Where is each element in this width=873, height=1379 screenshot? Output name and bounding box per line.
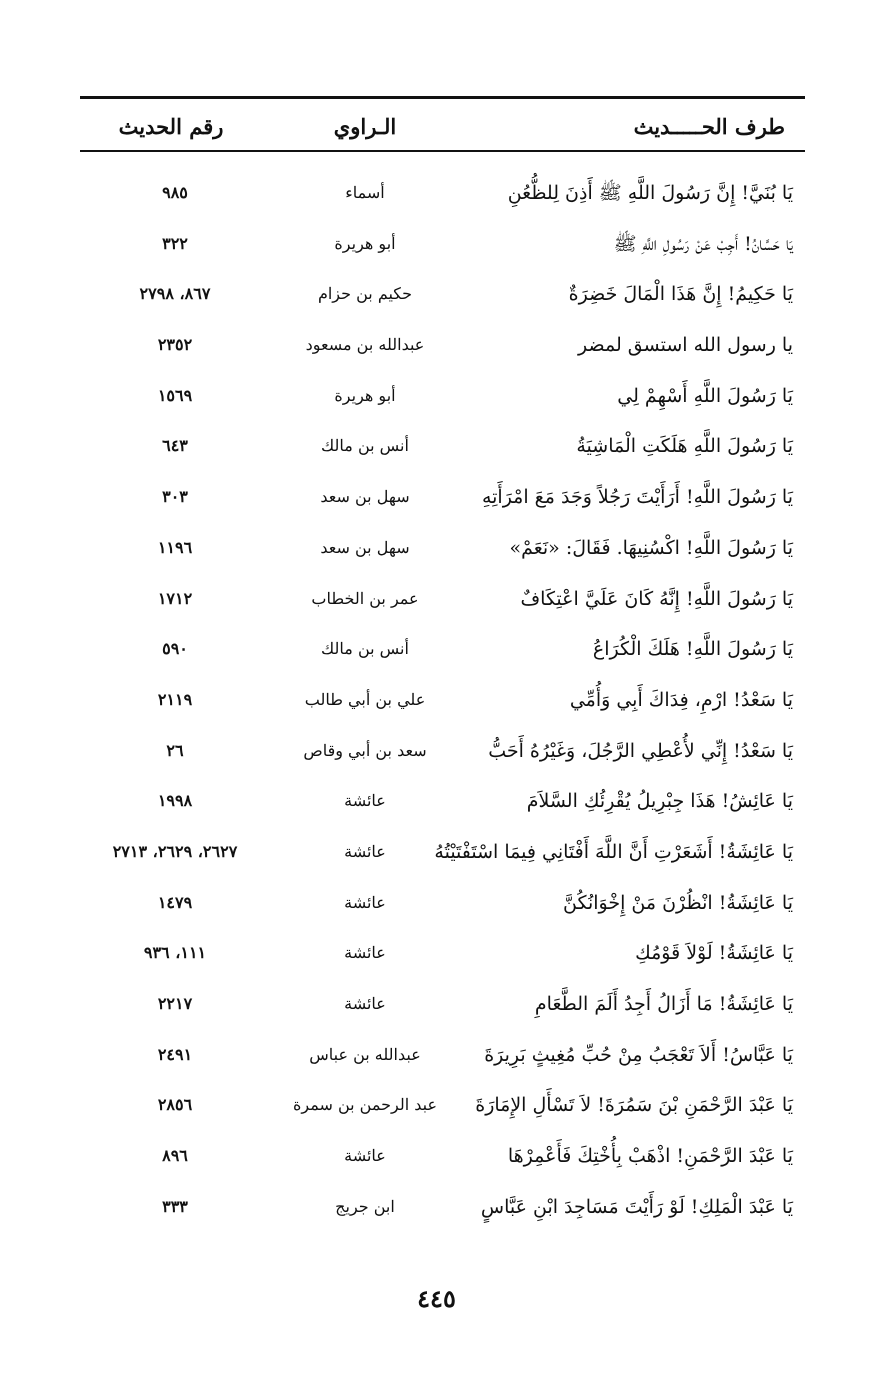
narrator-name: أنس بن مالك [321, 639, 409, 659]
hadith-number: ٨٩٦ [162, 1146, 188, 1166]
hadith-text: يَا رَسُولَ اللَّهِ! إِنَّهُ كَانَ عَلَيَّ اعْتِكَافٌ [520, 587, 793, 610]
hadith-number: ٣٠٣ [162, 487, 188, 507]
hadith-text: يَا عَائِشَةُ! لَوْلاَ قَوْمُكِ [635, 942, 793, 965]
table-row [0, 675, 873, 726]
table-row [0, 269, 873, 320]
table-row [0, 1080, 873, 1131]
hadith-text: يَا عَبْدَ الْمَلِكِ! لَوْ رَأَيْتَ مَسَاجِدَ ابْنِ عَبَّاسٍ [480, 1195, 793, 1218]
hadith-number: ١٩٩٨ [157, 791, 193, 811]
hadith-number: ٢٦٢٧، ٢٦٢٩، ٢٧١٣ [112, 841, 238, 861]
hadith-number: ٣٣٣ [162, 1196, 188, 1216]
hadith-text: يَا سَعْدُ! ارْمِ، فِدَاكَ أَبِي وَأُمِّي [569, 688, 793, 711]
table-row [0, 928, 873, 979]
narrator-name: عائشة [344, 1146, 386, 1166]
hadith-text: يَا رَسُولَ اللَّهِ! أَرَأَيْتَ رَجُلاً وَجَدَ مَعَ امْرَأَتِهِ [481, 486, 793, 509]
table-row [0, 1131, 873, 1182]
hadith-number: ٦٤٣ [162, 436, 188, 456]
narrator-name: سهل بن سعد [320, 537, 410, 557]
narrator-name: عائشة [344, 841, 386, 861]
narrator-name: عبدالله بن مسعود [305, 335, 425, 355]
table-row [0, 168, 873, 219]
table-row [0, 472, 873, 523]
table-row [0, 574, 873, 625]
table-row [0, 827, 873, 878]
narrator-name: عبد الرحمن بن سمرة [293, 1095, 437, 1115]
hadith-text: يَا رَسُولَ اللَّهِ! اكْسُنِيهَا. فَقَالَ: «نَعَمْ» [509, 536, 793, 559]
hadith-text: يَا عَبْدَ الرَّحْمَنِ بْنَ سَمُرَةَ! لاَ تَسْأَلِ الإِمَارَةَ [475, 1094, 793, 1117]
hadith-text: يَا حَكِيمُ! إِنَّ هَذَا الْمَالَ خَضِرَةٌ [568, 283, 793, 306]
narrator-name: عائشة [344, 892, 386, 912]
column-header-narrator: الـراوي [333, 114, 397, 139]
hadith-text: يَا رَسُولَ اللَّهِ! هَلَكَ الْكُرَاعُ [592, 638, 793, 661]
hadith-index-table [0, 168, 873, 1232]
hadith-text: يا رسول الله استسق لمضر [578, 334, 793, 357]
hadith-number: ٩٨٥ [162, 183, 188, 202]
column-header-hadith: طرف الحـــــديث [633, 114, 785, 139]
hadith-number: ٢٣٥٢ [157, 335, 193, 355]
hadith-number: ٢٤٩١ [157, 1044, 193, 1064]
hadith-number: ٢٢١٧ [157, 994, 193, 1013]
page-number: ٤٤٥ [417, 1284, 456, 1313]
hadith-text: يَا بُنَيَّ! إِنَّ رَسُولَ اللَّهِ ﷺ أَذِنَ لِلظُّعُنِ [507, 182, 793, 204]
table-row [0, 624, 873, 675]
header-top-rule [80, 96, 805, 99]
hadith-number: ٥٩٠ [162, 639, 188, 659]
header-bottom-rule [80, 150, 805, 152]
hadith-number: ١٧١٢ [157, 588, 193, 608]
hadith-number: ١١١، ٩٣٦ [143, 943, 207, 963]
hadith-number: ١١٩٦ [157, 537, 193, 557]
hadith-text: يَا حَسَّانُ! أَجِبْ عَنْ رَسُولِ اللَّهِ ﷺ [613, 232, 793, 255]
table-row [0, 878, 873, 929]
narrator-name: سهل بن سعد [320, 487, 410, 507]
narrator-name: حكيم بن حزام [317, 284, 413, 304]
table-row [0, 219, 873, 270]
hadith-number: ١٥٦٩ [157, 385, 193, 405]
hadith-text: يَا سَعْدُ! إِنِّي لأُعْطِي الرَّجُلَ، وَغَيْرُهُ أَحَبُّ [488, 739, 793, 762]
hadith-number: ٢١١٩ [157, 689, 193, 709]
hadith-text: يَا عَائِشَةُ! انْظُرْنَ مَنْ إِخْوَانُكُنَّ [562, 891, 793, 914]
hadith-number: ٣٢٢ [162, 233, 188, 253]
table-row [0, 320, 873, 371]
narrator-name: عبدالله بن عباس [309, 1044, 421, 1064]
hadith-text: يَا رَسُولَ اللَّهِ أَسْهِمْ لِي [617, 384, 793, 407]
narrator-name: عائشة [344, 943, 386, 963]
narrator-name: أنس بن مالك [321, 436, 409, 456]
hadith-number: ٢٦ [166, 740, 184, 760]
narrator-name: ابن جريج [335, 1196, 395, 1216]
hadith-text: يَا عَائِشَةُ! مَا أَزَالُ أَجِدُ أَلَمَ الطَّعَامِ [534, 993, 793, 1015]
hadith-text: يَا عَبْدَ الرَّحْمَنِ! اذْهَبْ بِأُخْتِكَ فَأَعْمِرْهَا [507, 1145, 793, 1168]
table-row [0, 726, 873, 777]
table-row [0, 979, 873, 1030]
table-row [0, 523, 873, 574]
narrator-name: عائشة [344, 791, 386, 811]
narrator-name: علي بن أبي طالب [304, 689, 426, 709]
narrator-name: سعد بن أبي وقاص [303, 740, 427, 760]
table-row [0, 776, 873, 827]
narrator-name: عائشة [344, 994, 386, 1013]
hadith-number: ٢٨٥٦ [157, 1095, 193, 1115]
table-row [0, 1030, 873, 1081]
hadith-number: ١٤٧٩ [157, 892, 193, 912]
table-row [0, 421, 873, 472]
table-row [0, 371, 873, 422]
narrator-name: أسماء [345, 183, 385, 202]
hadith-text: يَا عَبَّاسُ! أَلاَ تَعْجَبُ مِنْ حُبِّ مُغِيثٍ بَرِيرَةَ [484, 1043, 793, 1066]
narrator-name: أبو هريرة [334, 233, 396, 253]
narrator-name: عمر بن الخطاب [311, 588, 419, 608]
hadith-text: يَا عَائِشَةُ! أَشَعَرْتِ أَنَّ اللَّهَ أَفْتَانِي فِيمَا اسْتَفْتَيْتُهُ [434, 840, 793, 863]
narrator-name: أبو هريرة [334, 385, 396, 405]
hadith-text: يَا رَسُولَ اللَّهِ هَلَكَتِ الْمَاشِيَةُ [576, 435, 793, 458]
column-header-number: رقم الحديث [118, 114, 224, 139]
table-row [0, 1182, 873, 1233]
hadith-number: ٨٦٧، ٢٧٩٨ [139, 284, 211, 304]
hadith-text: يَا عَائِشُ! هَذَا جِبْرِيلُ يُقْرِئُكِ السَّلاَمَ [526, 790, 793, 813]
